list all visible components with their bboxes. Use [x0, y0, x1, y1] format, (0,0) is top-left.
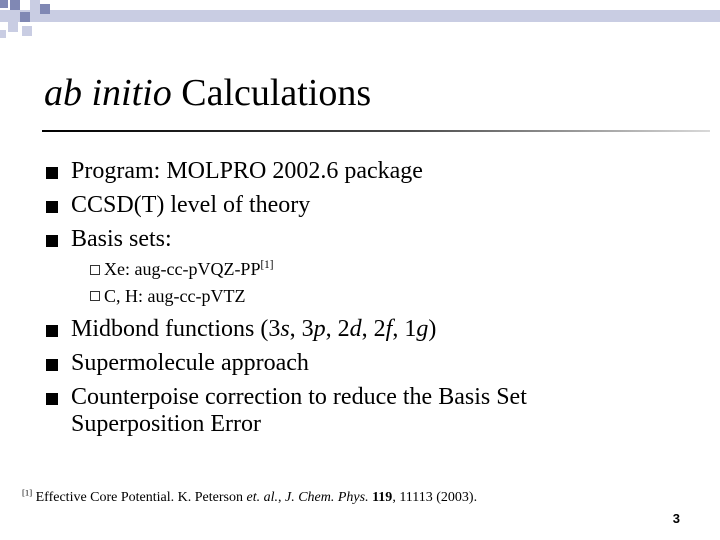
footnote-text: Effective Core Potential. K. Peterson	[32, 490, 247, 505]
bullet-text-supermolecule: Supermolecule approach	[71, 350, 309, 376]
bullet-text-program: Program: MOLPRO 2002.6 package	[71, 158, 423, 184]
bullet-square-icon	[46, 325, 58, 337]
bullet-square-icon	[46, 359, 58, 371]
bullet-text-midbond	[71, 316, 436, 343]
footnote-journal: J. Chem. Phys.	[284, 490, 369, 505]
corner-decoration	[0, 0, 720, 60]
midbond-suffix: )	[428, 316, 437, 342]
page-number: 3	[672, 511, 680, 526]
sub-bullet-ch: C, H: aug-cc-pVTZ	[104, 286, 246, 306]
midbond-sep: , 2	[325, 316, 350, 342]
bullet-text-ccsdt: CCSD(T) level of theory	[71, 192, 311, 218]
slide-title	[44, 70, 371, 116]
footnote-marker: [1]	[22, 487, 33, 498]
sub-bullet-xe-text: Xe: aug-cc-pVQZ-PP	[104, 259, 261, 279]
orbital-s: s	[280, 316, 290, 342]
orbital-g: g	[416, 316, 429, 342]
orbital-p: p	[313, 316, 326, 342]
checkbox-bullet-icon	[90, 265, 100, 275]
bullet-text-counterpoise: Counterpoise correction to reduce the Basis Set	[71, 384, 527, 410]
bullet-square-icon	[46, 167, 58, 179]
title-rest: Calculations	[171, 72, 372, 114]
orbital-f: f	[385, 316, 393, 342]
bullet-text-counterpoise-cont: Superposition Error	[71, 411, 261, 437]
reference-marker: [1]	[260, 259, 274, 271]
midbond-sep: , 3	[289, 316, 314, 342]
footnote-volume: 119	[372, 490, 393, 505]
title-italic: ab initio	[44, 72, 172, 114]
footnote	[22, 487, 478, 506]
checkbox-bullet-icon	[90, 291, 100, 301]
bullet-square-icon	[46, 393, 58, 405]
midbond-sep: , 1	[392, 316, 417, 342]
bullet-square-icon	[46, 235, 58, 247]
bullet-square-icon	[46, 201, 58, 213]
footnote-sep: ,	[277, 490, 285, 505]
title-underline	[42, 130, 710, 132]
orbital-d: d	[349, 316, 362, 342]
midbond-prefix: Midbond functions (3	[71, 316, 281, 342]
midbond-sep: , 2	[361, 316, 386, 342]
sub-bullet-xe	[104, 259, 273, 279]
bullet-text-basis-sets: Basis sets:	[71, 226, 172, 252]
footnote-pages: , 11113 (2003).	[392, 490, 478, 505]
footnote-etal: et. al.	[246, 490, 278, 505]
